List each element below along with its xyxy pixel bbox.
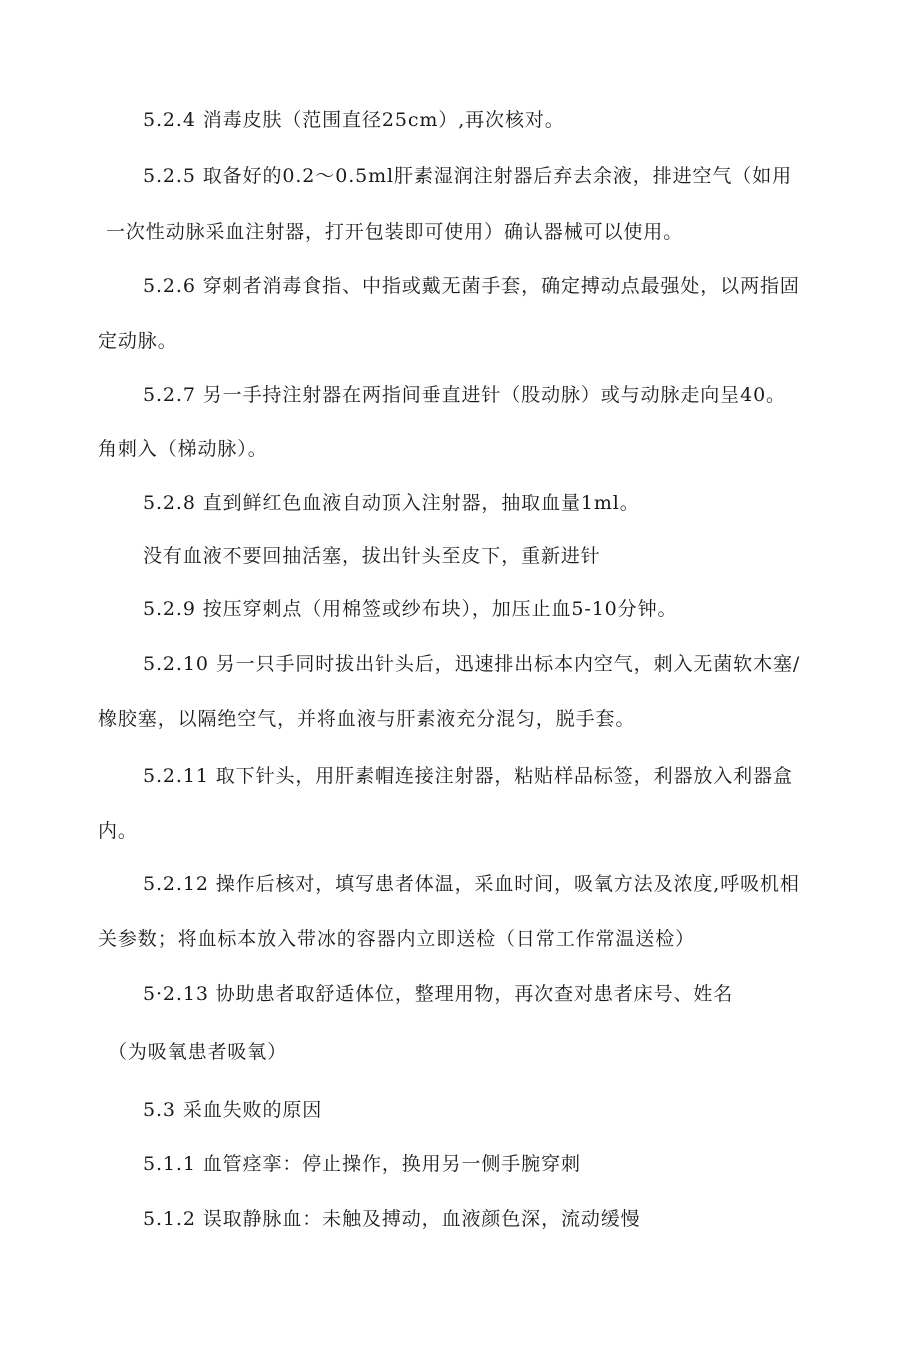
paragraph-5-2-4: 5.2.4 消毒皮肤（范围直径25cm）,再次核对。 (143, 109, 565, 131)
paragraph-5-2-11-cont: 内。 (98, 820, 138, 842)
paragraph-5-2-6-cont: 定动脉。 (98, 330, 178, 352)
paragraph-5-2-8: 5.2.8 直到鲜红色血液自动顶入注射器，抽取血量1ml。 (143, 492, 640, 514)
paragraph-5-1-1: 5.1.1 血管痉挛：停止操作，换用另一侧手腕穿刺 (143, 1153, 581, 1175)
paragraph-5-2-8-note: 没有血液不要回抽活塞，拔出针头至皮下，重新进针 (143, 545, 601, 567)
paragraph-5-1-2: 5.1.2 误取静脉血：未触及搏动，血液颜色深，流动缓慢 (143, 1208, 641, 1230)
paragraph-5-2-7-cont: 角刺入（梯动脉）。 (98, 438, 268, 460)
paragraph-5-2-13: 5·2.13 协助患者取舒适体位，整理用物，再次查对患者床号、姓名 (143, 983, 734, 1005)
paragraph-5-2-12: 5.2.12 操作后核对，填写患者体温，采血时间，吸氧方法及浓度,呼吸机相 (143, 873, 800, 895)
section-heading-5-3: 5.3 采血失败的原因 (143, 1099, 323, 1121)
paragraph-5-2-7: 5.2.7 另一手持注射器在两指间垂直进针（股动脉）或与动脉走向呈40。 (143, 384, 786, 406)
paragraph-5-2-9: 5.2.9 按压穿刺点（用棉签或纱布块），加压止血5-10分钟。 (143, 598, 678, 620)
paragraph-5-2-10-cont: 橡胶塞，以隔绝空气，并将血液与肝素液充分混匀，脱手套。 (98, 708, 636, 730)
paragraph-5-2-5-cont: 一次性动脉采血注射器，打开包装即可使用）确认器械可以使用。 (106, 221, 684, 243)
paragraph-5-2-11: 5.2.11 取下针头，用肝素帽连接注射器，粘贴样品标签，利器放入利器盒 (143, 765, 793, 787)
paragraph-5-2-13-cont: （为吸氧患者吸氧） (108, 1041, 288, 1063)
paragraph-5-2-5: 5.2.5 取备好的0.2～0.5ml肝素湿润注射器后弃去余液，排进空气（如用 (143, 165, 793, 187)
paragraph-5-2-6: 5.2.6 穿刺者消毒食指、中指或戴无菌手套，确定搏动点最强处，以两指固 (143, 275, 800, 297)
paragraph-5-2-10: 5.2.10 另一只手同时拔出针头后，迅速排出标本内空气，刺入无菌软木塞/ (143, 653, 801, 675)
paragraph-5-2-12-cont: 关参数；将血标本放入带冰的容器内立即送检（日常工作常温送检） (98, 928, 696, 950)
